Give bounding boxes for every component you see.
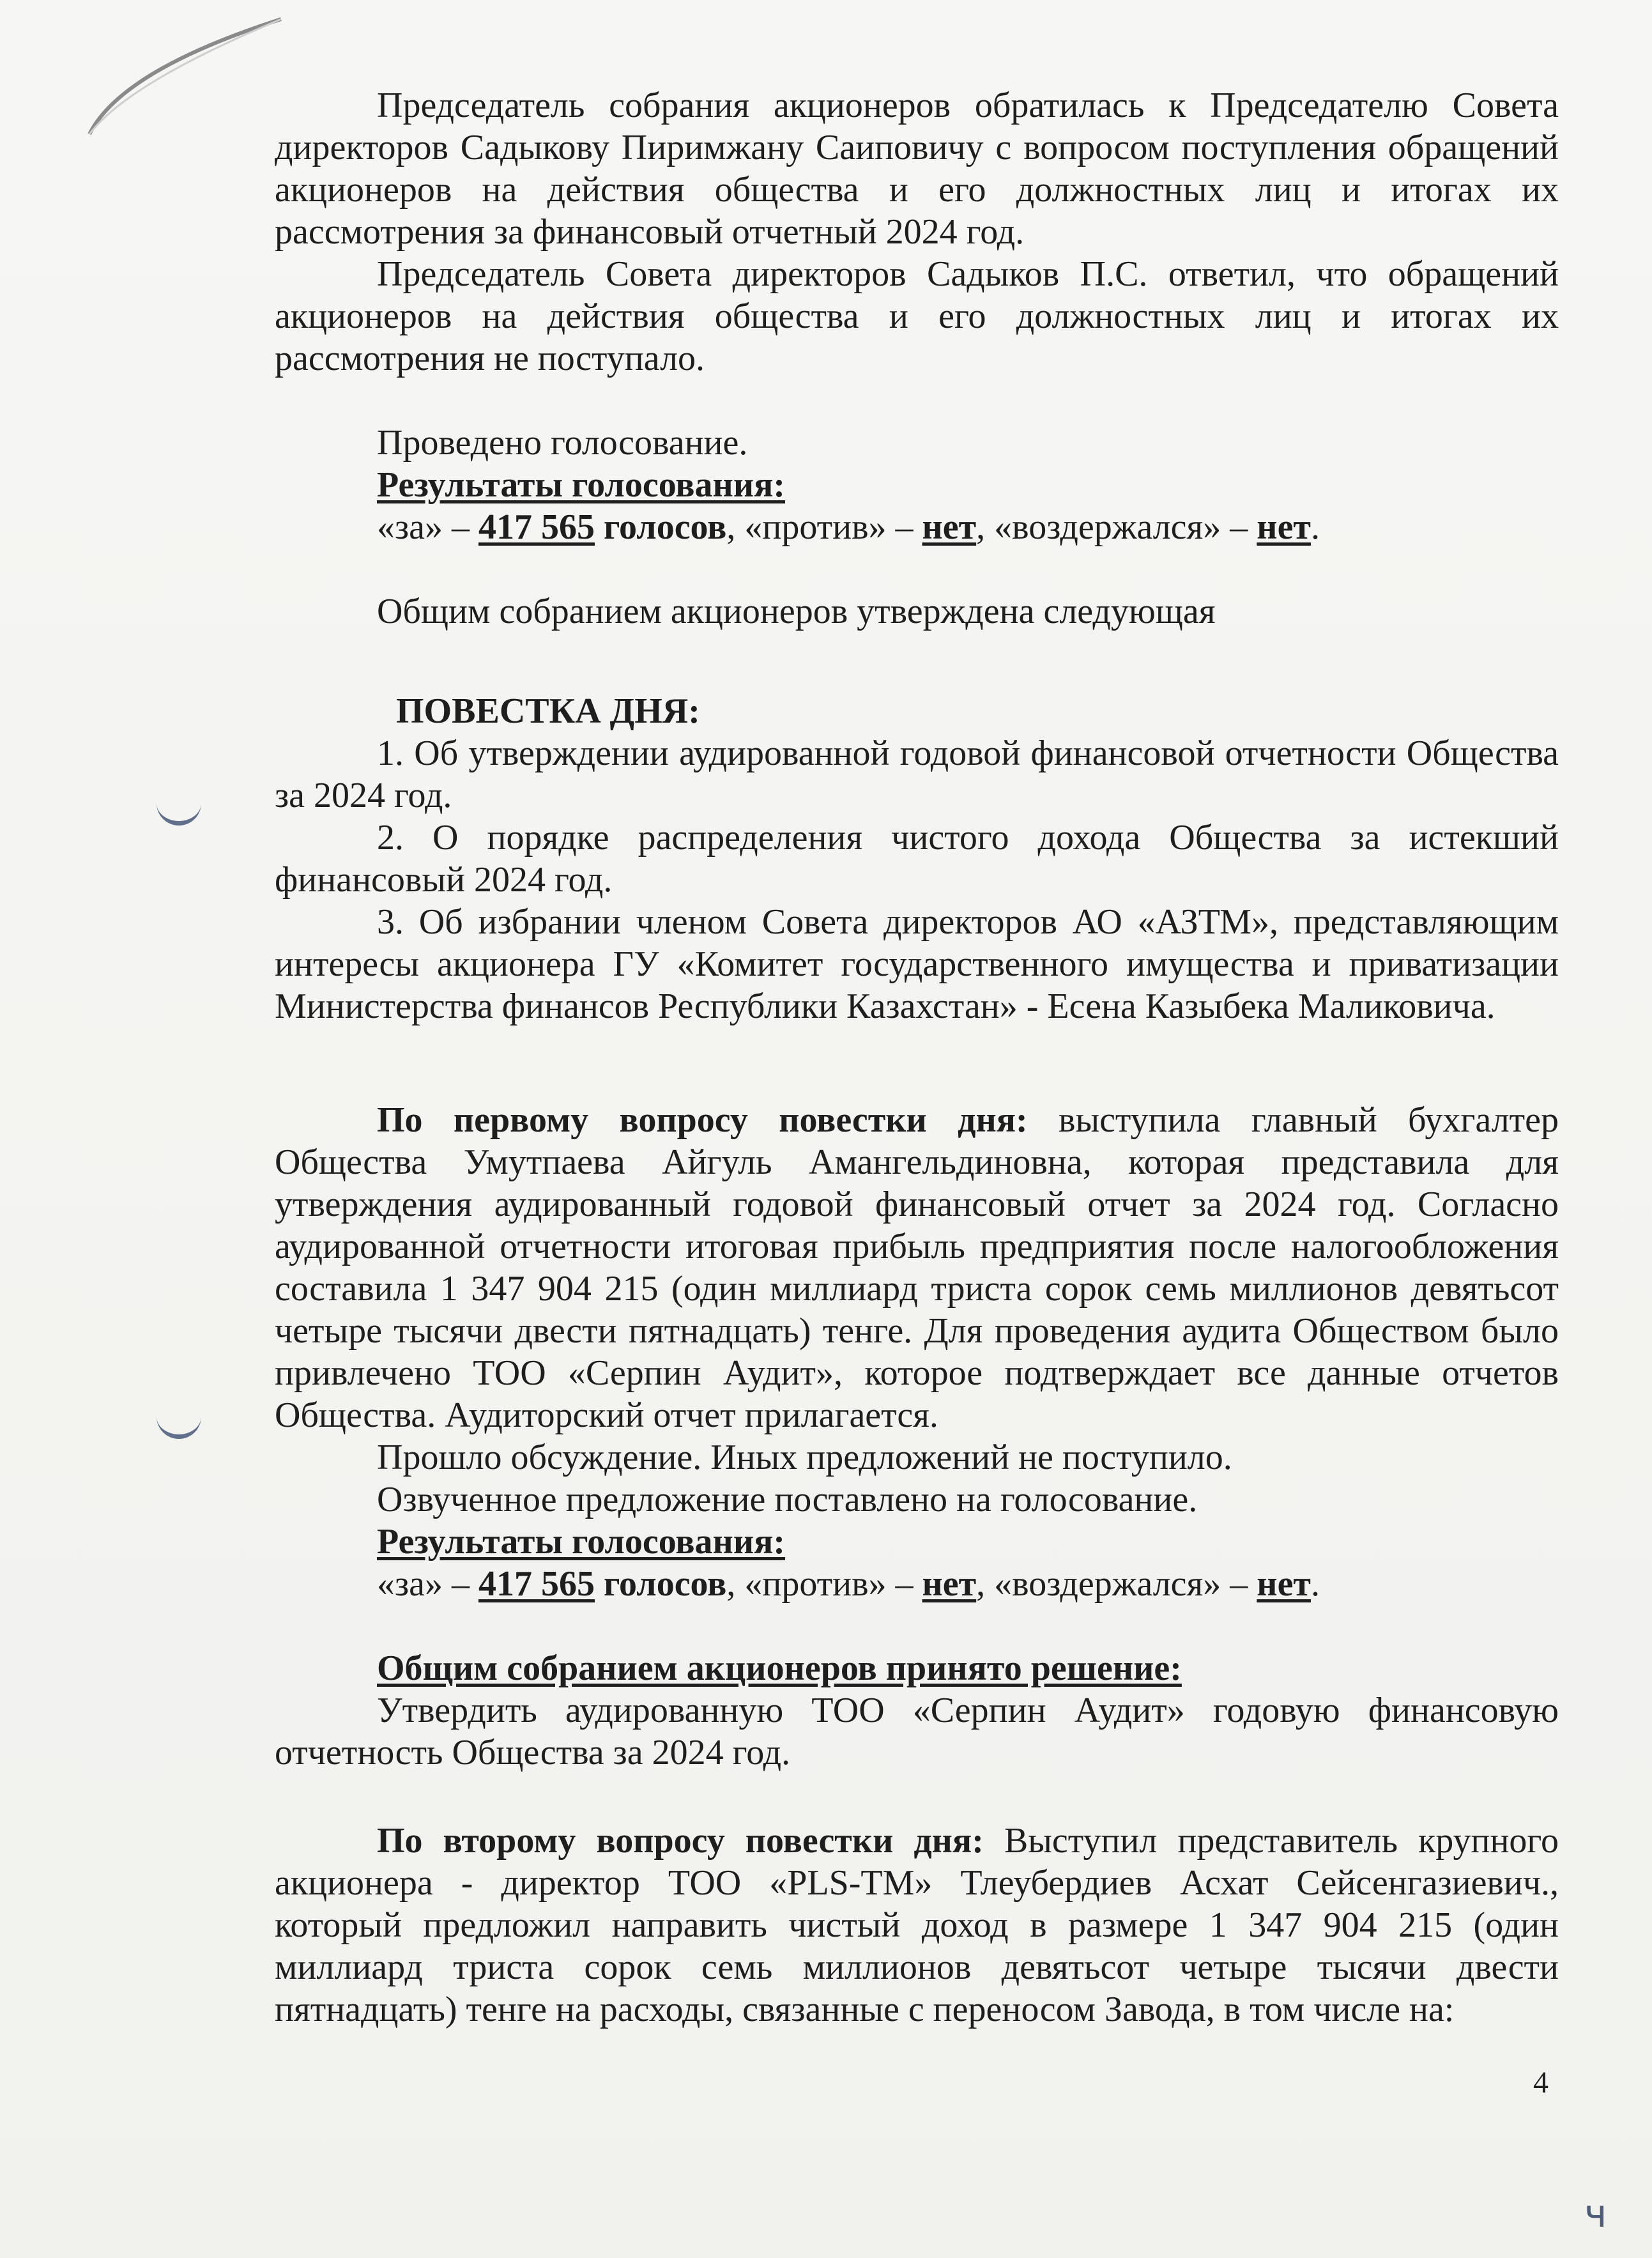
for-suffix: голосов	[594, 507, 727, 547]
against-prefix: , «против» –	[726, 1564, 922, 1604]
text-block-q1	[275, 1099, 1559, 1774]
intro-paragraph-2: Председатель Совета директоров Садыков П.С. ответил, что обращений акционеров на действия общества и его должностных лиц и итогах их рассмотрения не поступало.	[275, 254, 1559, 378]
vote-results-line-2	[275, 1563, 1559, 1605]
abstain-prefix: , «воздержался» –	[976, 507, 1257, 547]
q1-discussion: Прошло обсуждение. Иных предложений не поступило.	[377, 1438, 1232, 1477]
punch-hole-top	[157, 795, 201, 826]
against-prefix: , «против» –	[726, 507, 922, 547]
end-dot: .	[1310, 1564, 1320, 1604]
approved-line: Общим собранием акционеров утверждена следующая	[377, 592, 1216, 631]
abstain-prefix: , «воздержался» –	[976, 1564, 1257, 1604]
agenda-item-2: 2. О порядке распределения чистого дохода Общества за истекший финансовый 2024 год.	[275, 818, 1559, 900]
agenda-item-1: 1. Об утверждении аудированной годовой финансовой отчетности Общества за 2024 год.	[275, 733, 1559, 815]
q2-lead: По второму вопросу повестки дня:	[377, 1821, 984, 1861]
text-block-q2	[275, 1820, 1559, 2031]
results-label: Результаты голосования:	[377, 465, 786, 505]
end-dot: .	[1310, 507, 1320, 547]
page-corner-fold	[83, 13, 287, 141]
against-value: нет	[922, 507, 977, 547]
against-value: нет	[922, 1564, 977, 1604]
q1-paragraph	[275, 1099, 1559, 1436]
intro-paragraph-1: Председатель собрания акционеров обратилась к Председателю Совета директоров Садыкову Пиримжану Саиповичу с вопросом поступления обращений акционеров на действия общества и его должностных лиц и итогах их рассмотрения за финансовый отчетный 2024 год.	[275, 86, 1559, 252]
results-label: Результаты голосования:	[377, 1522, 786, 1562]
agenda-title: ПОВЕСТКА ДНЯ:	[396, 691, 700, 731]
vote-results-heading-2	[275, 1521, 1559, 1563]
decision-text: Утвердить аудированную ТОО «Серпин Аудит» годовую финансовую отчетность Общества за 2024 год.	[275, 1691, 1559, 1772]
vote-held-text: Проведено голосование.	[377, 423, 748, 463]
q2-paragraph	[275, 1820, 1559, 2031]
q2-text: Выступил представитель крупного акционера - директор ТОО «PLS-TM» Тлеубердиев Асхат Сейсенгазиевич., который предложил направить чистый доход в размере 1 347 904 215 (один миллиард триста сорок семь миллионов девятьсот четыре тысячи двести пятнадцать) тенге на расходы, связанные с переносом Завода, в том числе на:	[275, 1821, 1559, 2029]
vote-results-heading-1	[275, 464, 1559, 506]
decision-label: Общим собранием акционеров принято решение:	[377, 1648, 1182, 1688]
for-suffix: голосов	[594, 1564, 727, 1604]
for-value: 417 565	[478, 1564, 595, 1604]
agenda-item-3: 3. Об избрании членом Совета директоров АО «АЗТМ», представляющим интересы акционера ГУ «Комитет государственного имущества и приватизации Министерства финансов Республики Казахстан» - Есена Казыбека Маликовича.	[275, 902, 1559, 1026]
vote-results-line-1	[275, 506, 1559, 548]
for-prefix: «за» –	[377, 1564, 478, 1604]
corner-handwritten-mark: ч	[1584, 2192, 1607, 2236]
abstain-value: нет	[1257, 1564, 1311, 1604]
text-block-vote1	[275, 422, 1559, 1027]
page-number: 4	[1533, 2066, 1549, 2100]
abstain-value: нет	[1257, 507, 1311, 547]
for-prefix: «за» –	[377, 507, 478, 547]
q1-put-to-vote: Озвученное предложение поставлено на голосование.	[377, 1480, 1198, 1519]
q1-text: выступила главный бухгалтер Общества Умутпаева Айгуль Амангельдиновна, которая представила для утверждения аудированный годовой финансовый отчет за 2024 год. Согласно аудированной отчетности итоговая прибыль предприятия после налогообложения составила 1 347 904 215 (один миллиард триста сорок семь миллионов девятьсот четыре тысячи двести пятнадцать) тенге. Для проведения аудита Обществом было привлечено ТОО «Серпин Аудит», которое подтверждает все данные отчетов Общества. Аудиторский отчет прилагается.	[275, 1100, 1559, 1435]
for-value: 417 565	[478, 507, 595, 547]
q1-lead: По первому вопросу повестки дня:	[377, 1100, 1028, 1140]
decision-heading	[275, 1647, 1559, 1689]
text-block-intro	[275, 84, 1559, 380]
punch-hole-bottom	[157, 1409, 201, 1439]
